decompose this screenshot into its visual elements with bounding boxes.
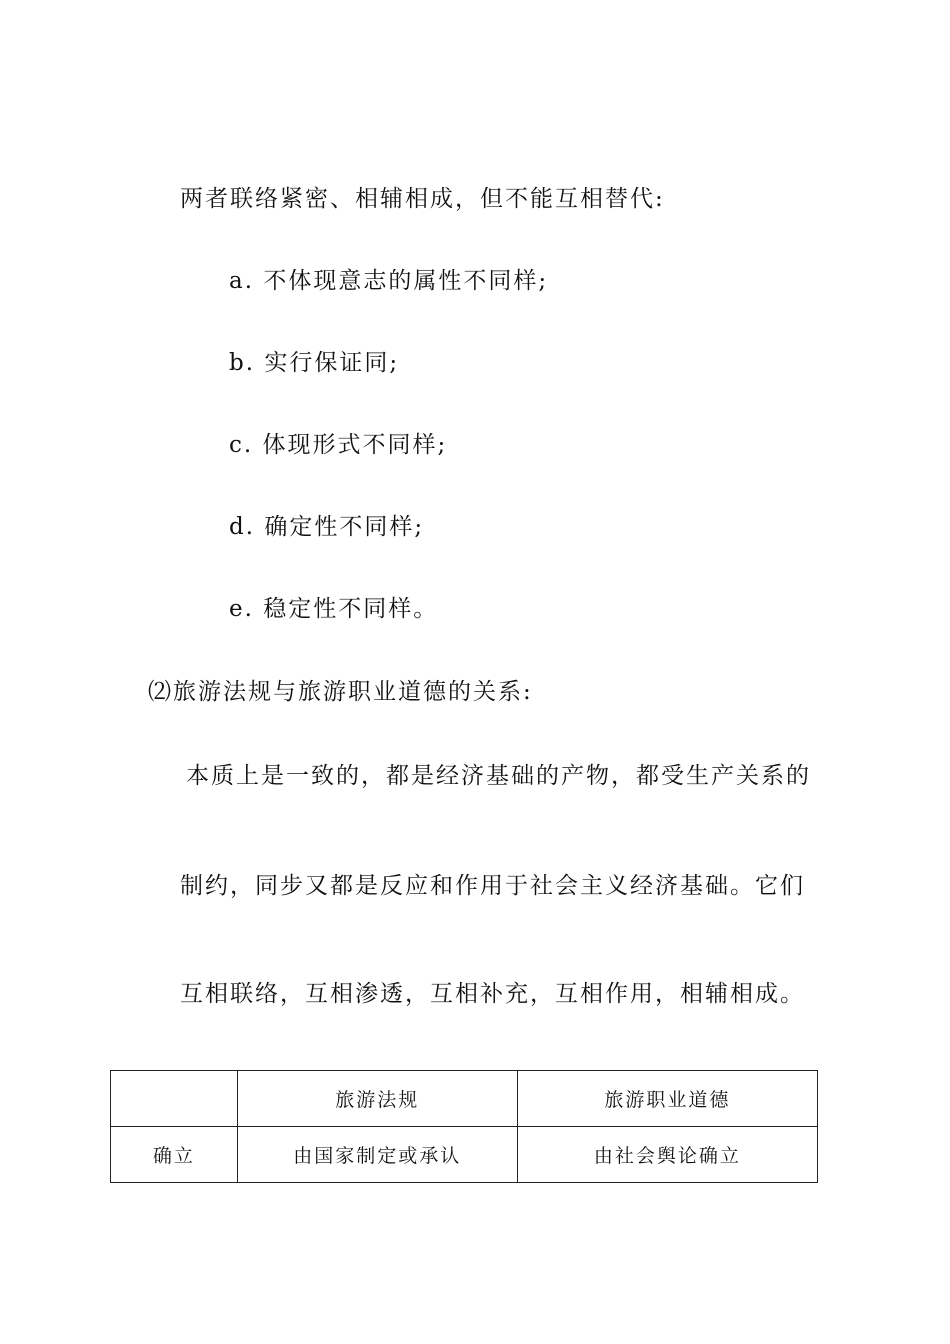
table-row: [111, 1127, 818, 1183]
list-item-b: b. 实行保证同;: [229, 350, 400, 376]
section-heading: ⑵旅游法规与旅游职业道德的关系:: [148, 679, 533, 705]
list-item-e: e. 稳定性不同样。: [229, 596, 439, 622]
list-item-a: a. 不体现意志的属性不同样;: [229, 268, 549, 294]
list-item-c: c. 体现形式不同样;: [229, 432, 448, 458]
paragraph-line-2: 制约，同步又都是反应和作用于社会主义经济基础。它们: [180, 873, 805, 899]
paragraph-line-1: 本质上是一致的，都是经济基础的产物，都受生产关系的: [186, 763, 811, 789]
intro-text: 两者联络紧密、相辅相成，但不能互相替代:: [180, 186, 665, 212]
table-header-cell: 旅游法规: [237, 1071, 517, 1127]
table-cell: 由国家制定或承认: [237, 1127, 517, 1183]
table-header-cell: [111, 1071, 238, 1127]
table-cell: 确立: [111, 1127, 238, 1183]
table-header-cell: 旅游职业道德: [517, 1071, 817, 1127]
list-item-d: d. 确定性不同样;: [229, 514, 425, 540]
table-cell: 由社会舆论确立: [517, 1127, 817, 1183]
comparison-table: [110, 1070, 818, 1183]
table-header-row: [111, 1071, 818, 1127]
paragraph-line-3: 互相联络，互相渗透，互相补充，互相作用，相辅相成。: [180, 981, 805, 1007]
